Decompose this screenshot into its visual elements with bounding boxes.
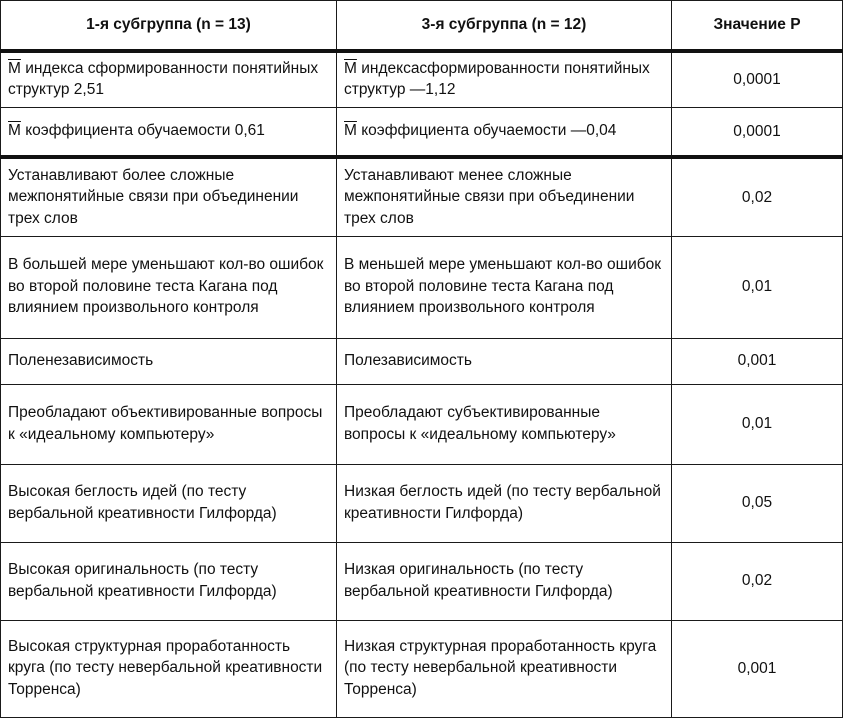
header-subgroup-1: 1-я субгруппа (n = 13) <box>1 1 337 52</box>
mean-symbol: $\overline{M}$ <box>8 122 21 139</box>
cell-p-value: 0,01 <box>672 384 843 464</box>
table-row <box>1 464 843 542</box>
cell-subgroup-1: Преобладают объективированные вопросы к «идеальному компьютеру» <box>1 384 337 464</box>
table-row <box>1 157 843 236</box>
cell-subgroup-1: Высокая оригинальность (по тесту вербальной креативности Гилфорда) <box>1 542 337 620</box>
cell-subgroup-1: Поленезависимость <box>1 338 337 384</box>
cell-subgroup-3: Преобладают субъективированные вопросы к «идеальному компьютеру» <box>337 384 672 464</box>
cell-p-value: 0,01 <box>672 236 843 338</box>
cell-subgroup-1: $\overline{M}$ индекса сформированности понятийных структур 2,51 <box>1 51 337 107</box>
cell-p-value: 0,001 <box>672 620 843 717</box>
cell-subgroup-1: $\overline{M}$ коэффициента обучаемости 0,61 <box>1 107 337 157</box>
header-p-value: Значение Р <box>672 1 843 52</box>
table-row <box>1 620 843 717</box>
cell-p-value: 0,0001 <box>672 51 843 107</box>
cell-p-value: 0,001 <box>672 338 843 384</box>
cell-subgroup-1: Высокая структурная проработанность круга (по тесту невербальной креативности Торренса) <box>1 620 337 717</box>
cell-subgroup-1: В большей мере уменьшают кол-во ошибок во второй половине теста Кагана под влиянием произвольного контроля <box>1 236 337 338</box>
table-row <box>1 107 843 157</box>
cell-subgroup-1: Устанавливают более сложные межпонятийные связи при объединении трех слов <box>1 157 337 236</box>
mean-symbol: $\overline{M}$ <box>344 59 357 77</box>
table-row <box>1 338 843 384</box>
table-row <box>1 384 843 464</box>
cell-subgroup-3: $\overline{M}$ индексасформированности понятийных структур —1,12 <box>337 51 672 107</box>
header-row <box>1 1 843 52</box>
cell-subgroup-3: Низкая беглость идей (по тесту вербальной креативности Гилфорда) <box>337 464 672 542</box>
table-row <box>1 542 843 620</box>
cell-p-value: 0,05 <box>672 464 843 542</box>
cell-subgroup-3: Устанавливают менее сложные межпонятийные связи при объединении трех слов <box>337 157 672 236</box>
table-row <box>1 51 843 107</box>
mean-symbol: $\overline{M}$ <box>344 122 357 139</box>
cell-subgroup-3: $\overline{M}$ коэффициента обучаемости —0,04 <box>337 107 672 157</box>
cell-p-value: 0,02 <box>672 157 843 236</box>
cell-subgroup-1: Высокая беглость идей (по тесту вербальной креативности Гилфорда) <box>1 464 337 542</box>
header-subgroup-3: 3-я субгруппа (n = 12) <box>337 1 672 52</box>
cell-p-value: 0,0001 <box>672 107 843 157</box>
cell-subgroup-3: Полезависимость <box>337 338 672 384</box>
cell-p-value: 0,02 <box>672 542 843 620</box>
mean-symbol: $\overline{M}$ <box>8 59 21 77</box>
cell-subgroup-3: В меньшей мере уменьшают кол-во ошибок во второй половине теста Кагана под влиянием произвольного контроля <box>337 236 672 338</box>
cell-subgroup-3: Низкая структурная проработанность круга (по тесту невербальной креативности Торренса) <box>337 620 672 717</box>
table-row <box>1 236 843 338</box>
cell-subgroup-3: Низкая оригинальность (по тесту вербальной креативности Гилфорда) <box>337 542 672 620</box>
